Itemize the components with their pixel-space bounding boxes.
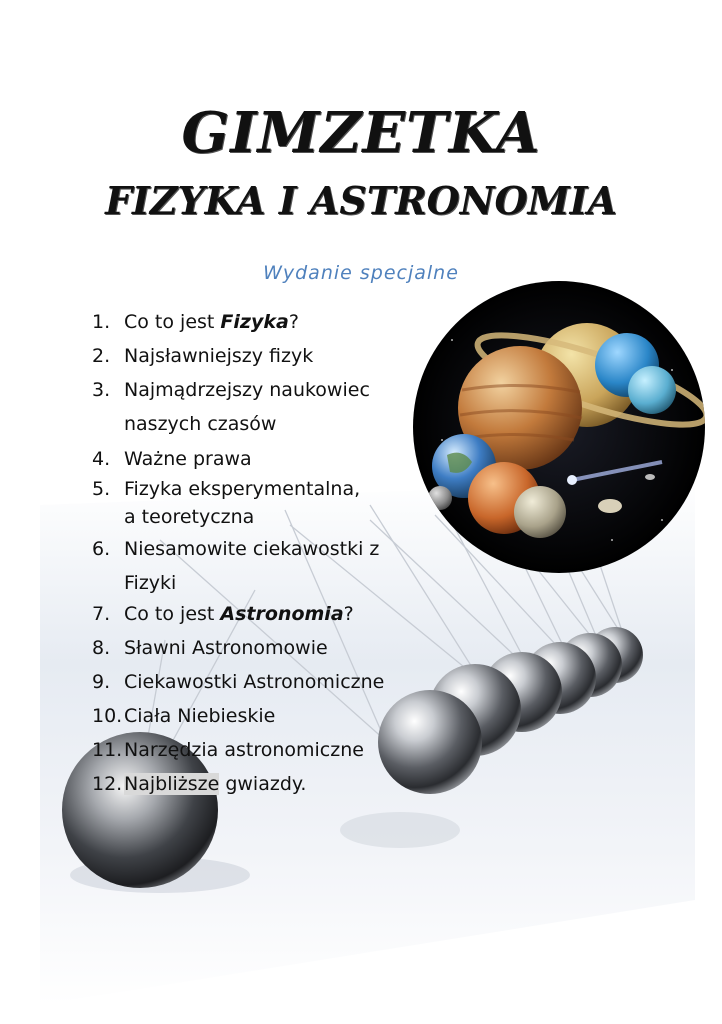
toc-number: 12. — [92, 773, 123, 795]
toc-emphasis: Fizyka — [220, 311, 289, 333]
toc-number: 4. — [92, 448, 111, 470]
toc-text: Narzędzia astronomiczne — [124, 739, 364, 761]
toc-item — [92, 603, 354, 625]
toc-highlight: Najbliższe — [124, 773, 220, 795]
toc-text-continuation: Fizyki — [124, 572, 177, 594]
toc-text-part: ? — [288, 311, 299, 333]
toc-number: 10. — [92, 705, 123, 727]
edition-label — [0, 262, 722, 284]
toc-number: 2. — [92, 345, 111, 367]
toc-item — [92, 345, 313, 367]
toc-text — [124, 603, 354, 625]
toc-text: Niesamowite ciekawostki z — [124, 538, 380, 560]
toc-number: 8. — [92, 637, 111, 659]
toc-item — [92, 671, 384, 693]
toc-text-part: Co to jest — [124, 603, 221, 625]
magazine-subtitle: FIZYKA I ASTRONOMIA — [105, 178, 617, 223]
toc-item — [92, 538, 379, 560]
toc-text-part: gwiazdy. — [219, 773, 307, 795]
magazine-title: GIMZETKA — [181, 100, 541, 166]
toc-number: 9. — [92, 671, 111, 693]
toc-number: 6. — [92, 538, 111, 560]
toc-item — [92, 705, 275, 727]
toc-item — [92, 739, 364, 761]
solar-system-image — [412, 280, 706, 574]
toc-text-part: ? — [343, 603, 354, 625]
toc-text: Sławni Astronomowie — [124, 637, 328, 659]
toc-text: Fizyka eksperymentalna, — [124, 478, 361, 500]
toc-text: Najmądrzejszy naukowiec — [124, 379, 370, 401]
toc-item — [92, 478, 360, 500]
toc-number: 3. — [92, 379, 111, 401]
toc-text-continuation: naszych czasów — [124, 413, 277, 435]
toc-emphasis: Astronomia — [220, 603, 344, 625]
toc-text: Ważne prawa — [124, 448, 252, 470]
toc-number: 7. — [92, 603, 111, 625]
toc-item — [92, 311, 299, 333]
toc-number: 11. — [92, 739, 123, 761]
edition-text: Wydanie specjalne — [263, 262, 459, 284]
toc-item — [92, 448, 252, 470]
toc-item — [92, 637, 328, 659]
toc-item — [92, 773, 306, 795]
toc-text — [124, 773, 306, 795]
toc-text: Najsławniejszy fizyk — [124, 345, 314, 367]
toc-number: 5. — [92, 478, 111, 500]
toc-text: Ciekawostki Astronomiczne — [124, 671, 385, 693]
toc-number: 1. — [92, 311, 111, 333]
toc-text-continuation: a teoretyczna — [124, 506, 255, 528]
toc-text-part: Co to jest — [124, 311, 221, 333]
toc-item — [92, 379, 370, 401]
toc-text — [124, 311, 299, 333]
toc-text: Ciała Niebieskie — [124, 705, 276, 727]
